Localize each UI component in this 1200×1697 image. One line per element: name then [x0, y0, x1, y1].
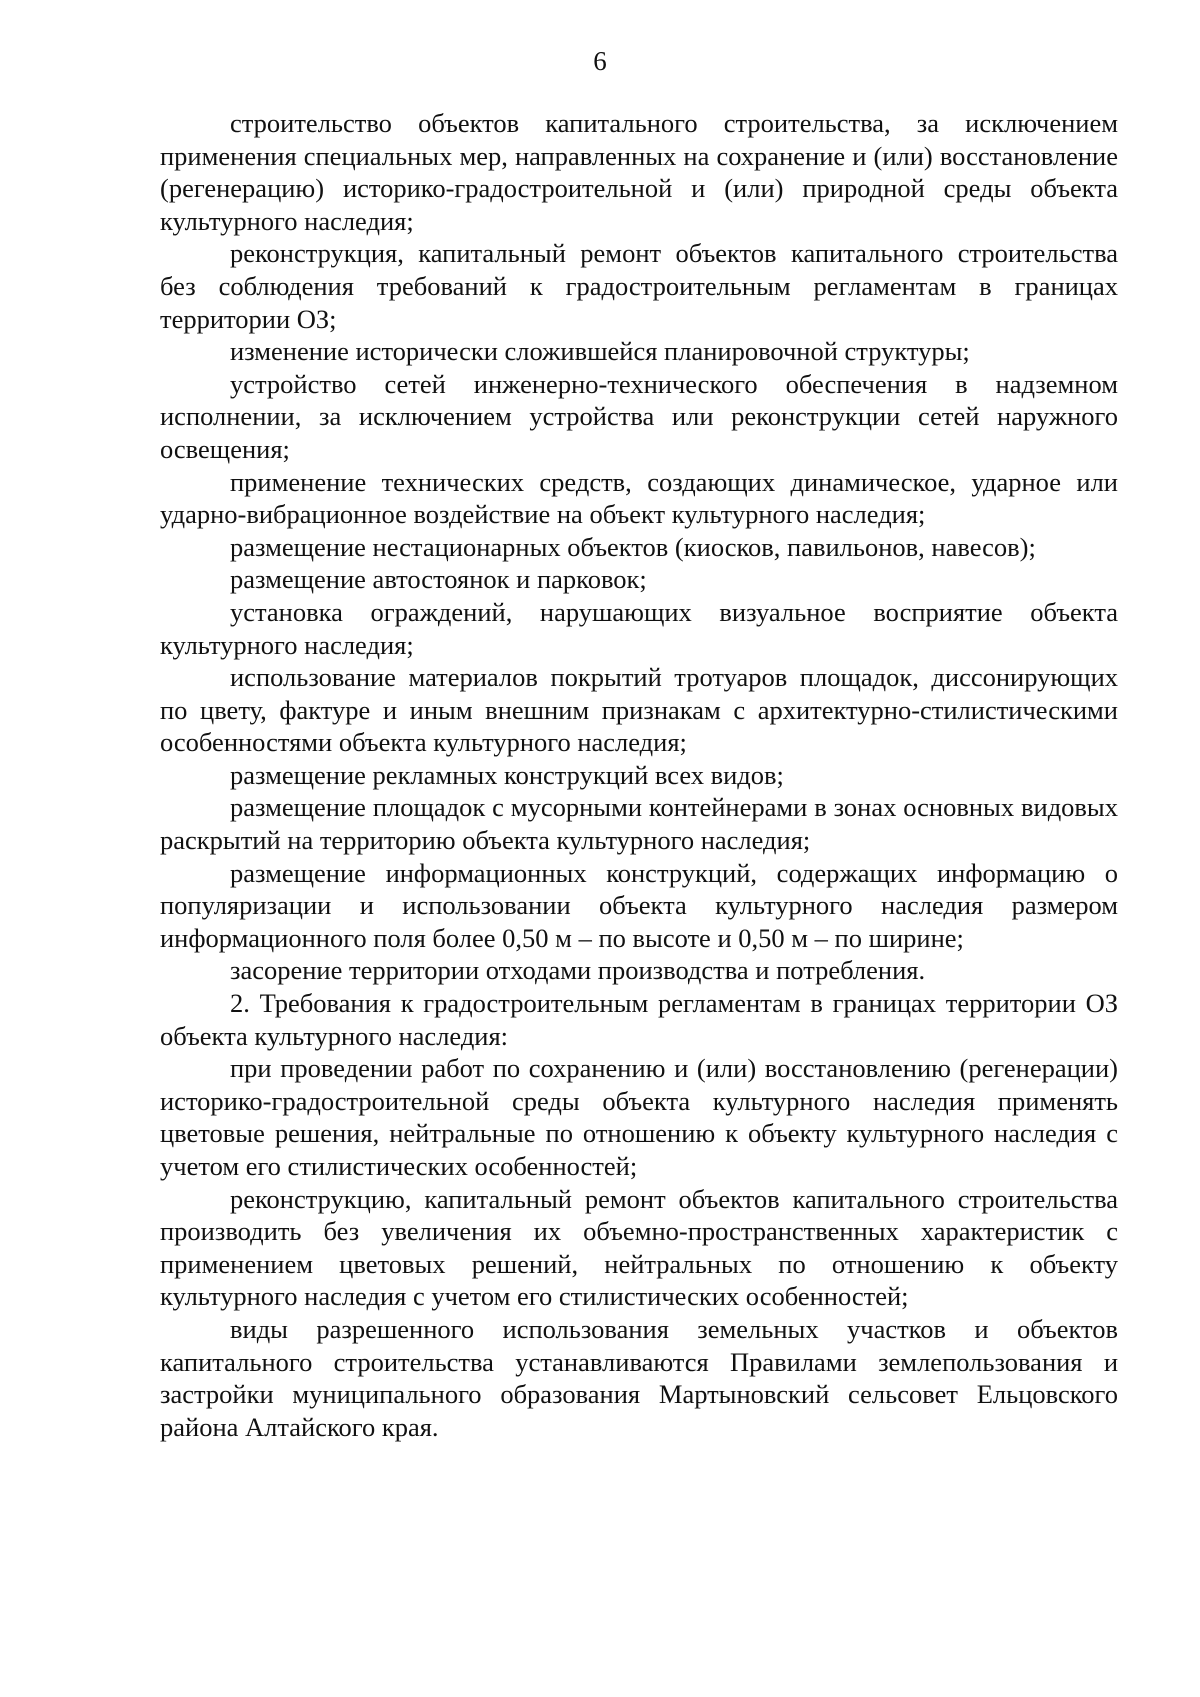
paragraph: установка ограждений, нарушающих визуальное восприятие объекта культурного наследия;	[160, 596, 1118, 660]
paragraph: размещение рекламных конструкций всех видов;	[230, 759, 784, 790]
paragraph: размещение информационных конструкций, содержащих информацию о популяризации и использовании объекта культурного наследия размером информационного поля более 0,50 м – по высоте и 0,50 м – по ширине;	[160, 857, 1118, 953]
section-heading-paragraph: 2. Требования к градостроительным регламентам в границах территории ОЗ объекта культурного наследия:	[160, 988, 1118, 1051]
paragraph: реконструкция, капитальный ремонт объектов капитального строительства без соблюдения требований к градостроительным регламентам в границах территории ОЗ;	[160, 238, 1118, 334]
paragraph: размещение нестационарных объектов (киосков, павильонов, навесов);	[230, 531, 1036, 562]
document-body	[160, 107, 1118, 1443]
paragraph: устройство сетей инженерно-технического обеспечения в надземном исполнении, за исключением устройства или реконструкции сетей наружного освещения;	[160, 368, 1118, 464]
paragraph: засорение территории отходами производства и потребления.	[230, 955, 926, 986]
paragraph: использование материалов покрытий тротуаров площадок, диссонирующих по цвету, фактуре и иным внешним признакам с архитектурно-стилистическими особенностями объекта культурного наследия;	[160, 662, 1118, 758]
paragraph: виды разрешенного использования земельных участков и объектов капитального строительства устанавливаются Правилами землепользования и застройки муниципального образования Мартыновский сельсовет Ельцовского района Алтайского края.	[160, 1313, 1118, 1442]
paragraph: размещение площадок с мусорными контейнерами в зонах основных видовых раскрытий на территорию объекта культурного наследия;	[160, 792, 1118, 856]
paragraph: применение технических средств, создающих динамическое, ударное или ударно-вибрационное воздействие на объект культурного наследия;	[160, 466, 1118, 530]
paragraph: строительство объектов капитального строительства, за исключением применения специальных мер, направленных на сохранение и (или) восстановление (регенерацию) историко-градостроительной и (или) природной среды объекта культурного наследия;	[160, 108, 1118, 236]
paragraph: размещение автостоянок и парковок;	[230, 564, 647, 595]
paragraph: изменение исторически сложившейся планировочной структуры;	[230, 336, 970, 367]
paragraph: реконструкцию, капитальный ремонт объектов капитального строительства производить без увеличения их объемно-пространственных характеристик с применением цветовых решений, нейтральных по отношению к объекту культурного наследия с учетом его стилистических особенностей;	[160, 1183, 1118, 1312]
paragraph: при проведении работ по сохранению и (или) восстановлению (регенерации) историко-градостроительной среды объекта культурного наследия применять цветовые решения, нейтральные по отношению к объекту культурного наследия с учетом его стилистических особенностей;	[160, 1053, 1118, 1181]
page-number: 6	[593, 46, 607, 76]
